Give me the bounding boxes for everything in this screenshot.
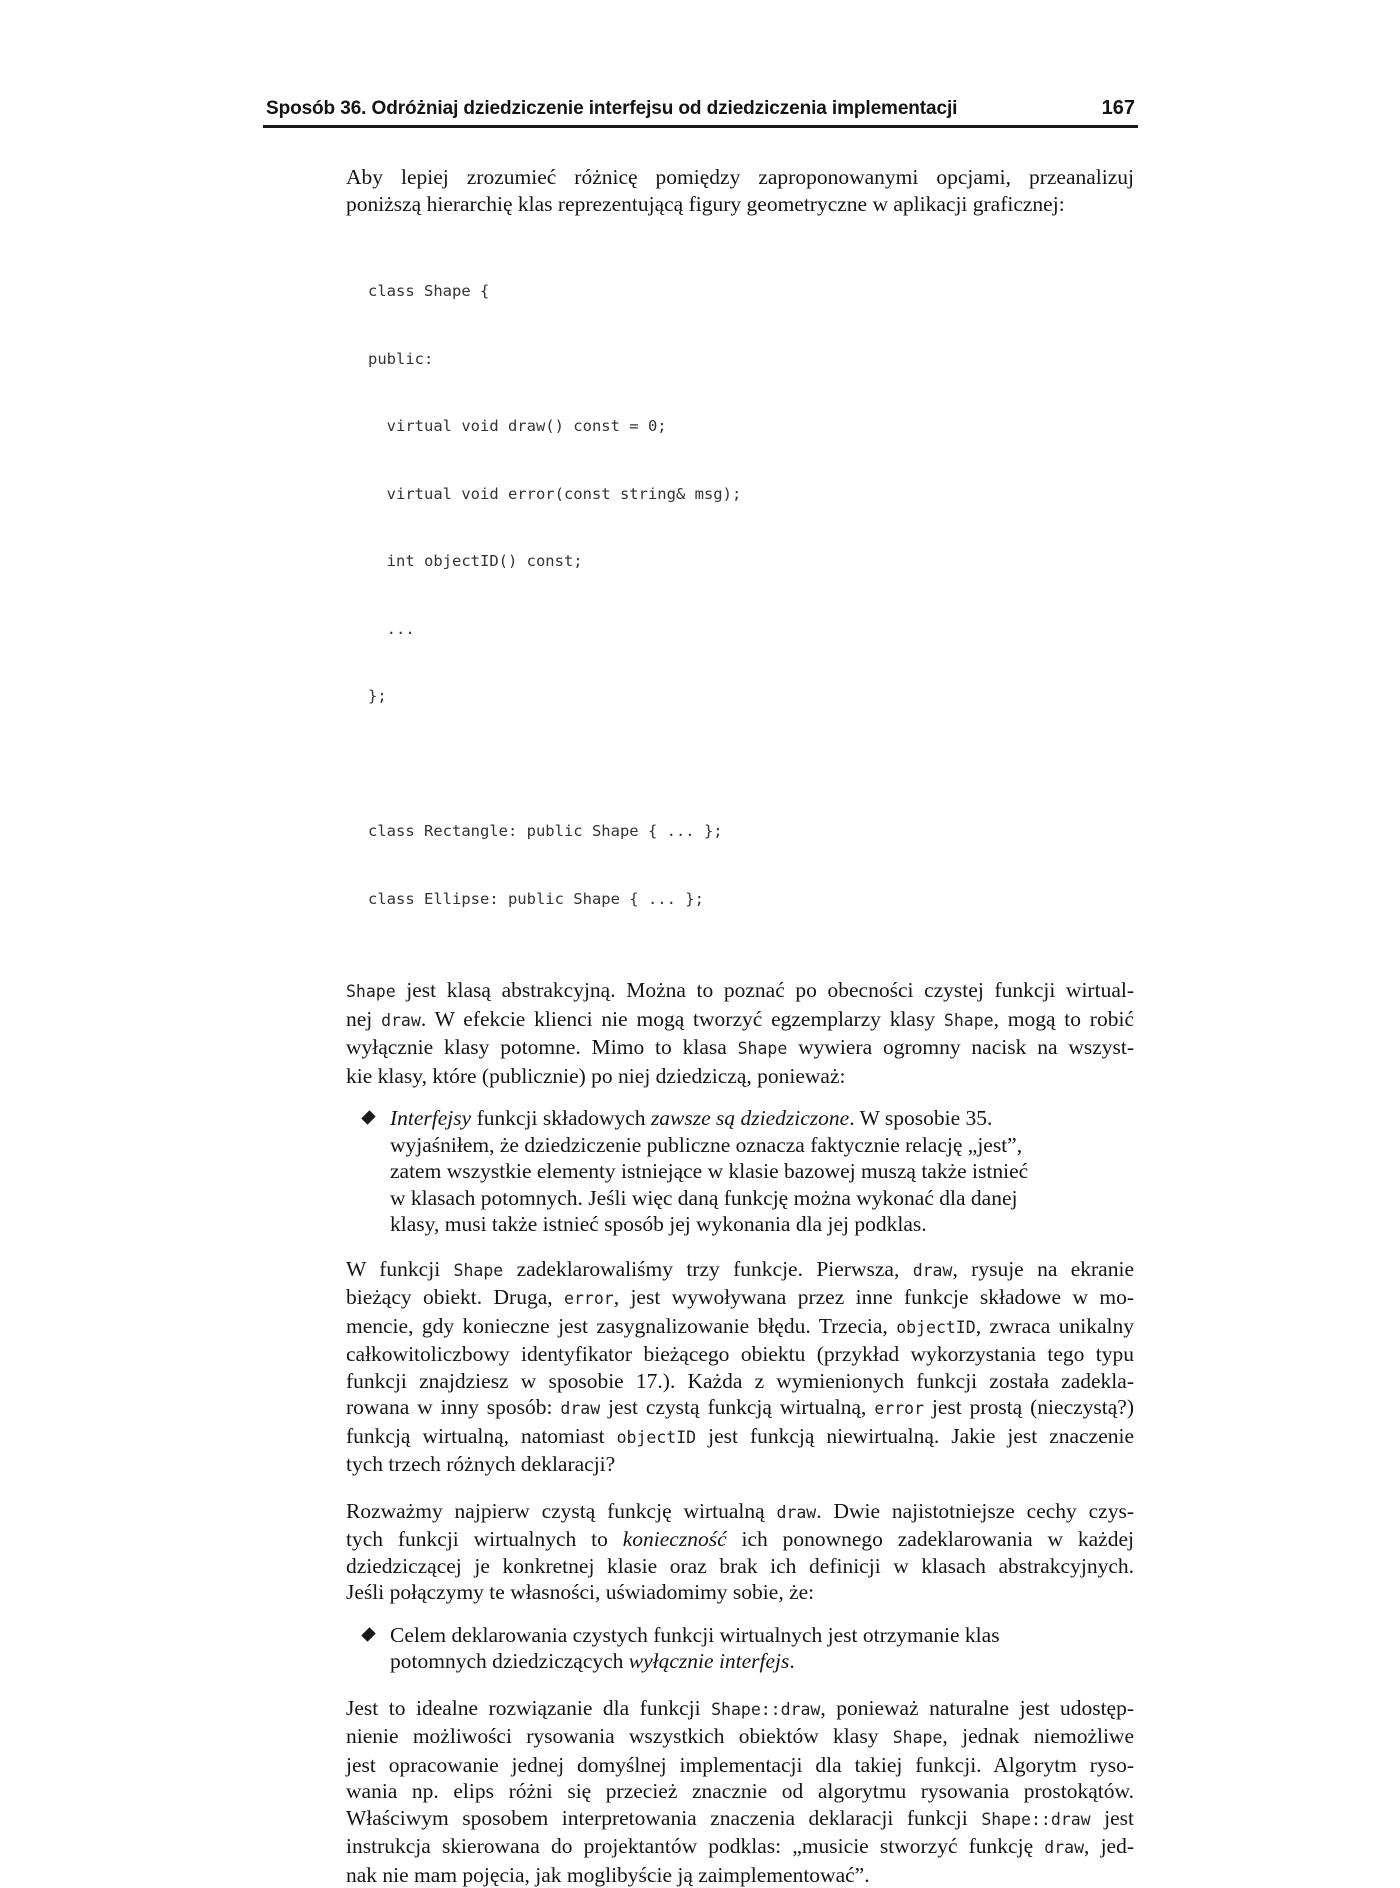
emphasis: Interfejsy <box>390 1106 471 1130</box>
text: zadeklarowaliśmy trzy funkcje. Pierwsza, <box>503 1257 912 1281</box>
code-line: class Ellipse: public Shape { ... }; <box>368 888 1134 911</box>
text: , jed- <box>1084 1834 1134 1858</box>
inline-code: draw <box>776 1503 816 1522</box>
text: , rysuje na ekranie <box>952 1257 1134 1281</box>
running-header <box>263 96 1138 128</box>
text: ich ponownego zadeklarowania w każdej <box>727 1527 1134 1551</box>
text: jest czystą funkcją wirtualną, <box>600 1395 874 1419</box>
code-line: virtual void error(const string& msg); <box>368 483 1134 506</box>
text: instrukcja skierowana do projektantów podklas: „musicie stworzyć funkcję <box>346 1834 1044 1858</box>
inline-code: objectID <box>617 1428 696 1447</box>
text: Właściwym sposobem interpretowania znaczenia deklaracji funkcji <box>346 1806 981 1830</box>
text-line: Celem deklarowania czystych funkcji wirtualnych jest otrzymanie klas <box>390 1622 1066 1649</box>
code-line <box>368 753 1134 776</box>
emphasis: zawsze są dziedziczone <box>651 1106 849 1130</box>
code-listing <box>368 235 1134 955</box>
text: W funkcji <box>346 1257 454 1281</box>
inline-code: draw <box>381 1011 421 1030</box>
paragraph-abstract-class <box>346 977 1134 1089</box>
text: mencie, gdy konieczne jest zasygnalizowanie błędu. Trzecia, <box>346 1314 896 1338</box>
text-line: Jeśli połączymy te własności, uświadomimy sobie, że: <box>346 1579 1134 1606</box>
text-line: dziedziczącej je konkretnej klasie oraz brak ich definicji w klasach abstrakcyjnych. <box>346 1553 1134 1580</box>
page-number: 167 <box>1102 97 1135 120</box>
chapter-title: Sposób 36. Odróżniaj dziedziczenie interfejsu od dziedziczenia implementacji <box>266 98 957 120</box>
text-line: nak nie mam pojęcia, jak moglibyście ją zaimplementować”. <box>346 1862 1134 1888</box>
text: nej <box>346 1007 381 1031</box>
text-line: całkowitoliczbowy identyfikator bieżącego obiektu (przykład wykorzystania tego typu <box>346 1341 1134 1368</box>
paragraph-pure-virtual <box>346 1498 1134 1606</box>
text: jest funkcją niewirtualną. Jakie jest znaczenie <box>696 1424 1134 1448</box>
text: tych funkcji wirtualnych to <box>346 1527 623 1551</box>
text: . Dwie najistotniejsze cechy czys- <box>816 1499 1134 1523</box>
code-line: public: <box>368 348 1134 371</box>
inline-code: Shape <box>454 1261 504 1280</box>
code-line: class Shape { <box>368 280 1134 303</box>
text: funkcją wirtualną, natomiast <box>346 1424 617 1448</box>
inline-code: objectID <box>896 1318 975 1337</box>
paragraph-three-functions <box>346 1256 1134 1478</box>
text: rowana w inny sposób: <box>346 1395 560 1419</box>
inline-code: Shape <box>346 982 396 1001</box>
code-line: ... <box>368 618 1134 641</box>
inline-code: Shape::draw <box>981 1810 1090 1829</box>
inline-code: error <box>564 1289 614 1308</box>
text: , ponieważ naturalne jest udostęp- <box>820 1696 1134 1720</box>
text: . W sposobie 35. <box>849 1106 992 1130</box>
text: Rozważmy najpierw czystą funkcję wirtualną <box>346 1499 776 1523</box>
inline-code: Shape <box>738 1039 788 1058</box>
bullet-item <box>346 1622 1066 1675</box>
text: wyłącznie klasy potomne. Mimo to klasa <box>346 1035 738 1059</box>
text: potomnych dziedziczących <box>390 1649 629 1673</box>
intro-paragraph <box>346 164 1134 217</box>
text-line: poniższą hierarchię klas reprezentującą figury geometryczne w aplikacji graficznej: <box>346 191 1134 218</box>
code-line: }; <box>368 685 1134 708</box>
text-line: zatem wszystkie elementy istniejące w klasie bazowej muszą także istnieć <box>390 1158 1066 1185</box>
text-line: wania np. elips różni się przecież znacznie od algorytmu rysowania prostokątów. <box>346 1778 1134 1805</box>
inline-code: Shape::draw <box>711 1700 820 1719</box>
emphasis: wyłącznie interfejs <box>629 1649 790 1673</box>
code-line: virtual void draw() const = 0; <box>368 415 1134 438</box>
bullet-diamond-icon <box>361 1627 375 1641</box>
text: nienie możliwości rysowania wszystkich obiektów klasy <box>346 1724 893 1748</box>
inline-code: draw <box>560 1399 600 1418</box>
text: Jest to idealne rozwiązanie dla funkcji <box>346 1696 711 1720</box>
text: , zwraca unikalny <box>976 1314 1134 1338</box>
text-line: Aby lepiej zrozumieć różnicę pomiędzy zaproponowanymi opcjami, przeanalizuj <box>346 164 1134 191</box>
inline-code: draw <box>913 1261 953 1280</box>
text-line: tych trzech różnych deklaracji? <box>346 1451 1134 1478</box>
text: jest klasą abstrakcyjną. Można to poznać po obecności czystej funkcji wirtual- <box>396 978 1134 1002</box>
text: . <box>789 1649 794 1673</box>
text: funkcji składowych <box>471 1106 651 1130</box>
text-line: kie klasy, które (publicznie) po niej dziedziczą, ponieważ: <box>346 1063 1134 1090</box>
text-line: klasy, musi także istnieć sposób jej wykonania dla jej podklas. <box>390 1211 1066 1238</box>
text: , jednak niemożliwe <box>942 1724 1134 1748</box>
inline-code: Shape <box>944 1011 994 1030</box>
text-line: w klasach potomnych. Jeśli więc daną funkcję można wykonać dla danej <box>390 1185 1066 1212</box>
inline-code: error <box>874 1399 924 1418</box>
paragraph-shape-draw <box>346 1695 1134 1888</box>
text: , mogą to robić <box>994 1007 1134 1031</box>
text: jest prostą (nieczystą?) <box>924 1395 1134 1419</box>
inline-code: Shape <box>893 1728 943 1747</box>
text-line: funkcji znajdziesz w sposobie 17.). Każda z wymienionych funkcji została zadekla- <box>346 1368 1134 1395</box>
text-line: wyjaśniłem, że dziedziczenie publiczne oznacza faktycznie relację „jest”, <box>390 1132 1066 1159</box>
emphasis: konieczność <box>623 1527 727 1551</box>
bullet-item <box>346 1105 1066 1238</box>
bullet-diamond-icon <box>361 1110 375 1124</box>
text: jest <box>1091 1806 1134 1830</box>
text: , jest wywoływana przez inne funkcje składowe w mo- <box>614 1285 1134 1309</box>
text-line: jest opracowanie jednej domyślnej implementacji dla takiej funkcji. Algorytm ryso- <box>346 1752 1134 1779</box>
text: . W efekcie klienci nie mogą tworzyć egzemplarzy klasy <box>421 1007 944 1031</box>
inline-code: draw <box>1044 1838 1084 1857</box>
text: wywiera ogromny nacisk na wszyst- <box>787 1035 1134 1059</box>
code-line: class Rectangle: public Shape { ... }; <box>368 820 1134 843</box>
page-body <box>346 164 1134 1888</box>
text: bieżący obiekt. Druga, <box>346 1285 564 1309</box>
code-line: int objectID() const; <box>368 550 1134 573</box>
